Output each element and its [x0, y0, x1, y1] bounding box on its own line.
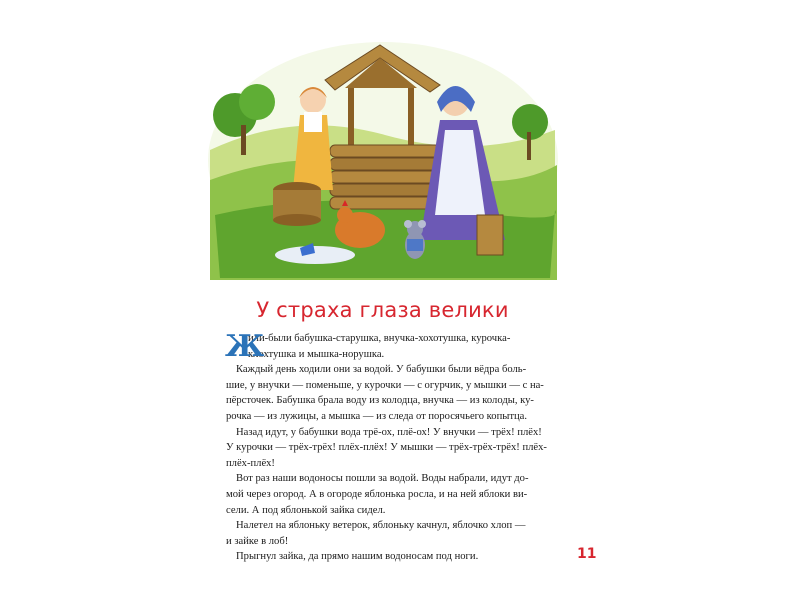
story-line: сели. А под яблонькой зайка сидел.: [226, 504, 386, 516]
story-line: Прыгнул зайка, да прямо нашим водоносам под ноги.: [236, 551, 479, 563]
story-line: шие, у внучки — поменьше, у курочки — с огурчик, у мышки — с на-: [226, 379, 544, 391]
story-line: Вот раз наши водоносы пошли за водой. Воды набрали, идут до-: [236, 473, 529, 485]
story-line: Каждый день ходили они за водой. У бабушки были вёдра боль-: [236, 364, 527, 376]
story-line: или-были бабушка-старушка, внучка-хохотушка, курочка-: [248, 333, 511, 344]
drop-cap: Ж: [225, 329, 265, 364]
story-line: мой через огород. А в огороде яблонька росла, и на ней яблоки ви-: [226, 488, 528, 500]
story-line: плёх-плёх!: [226, 457, 275, 469]
story-title: У страха глаза велики: [256, 298, 509, 322]
story-line: У курочки — трёх-трёх! плёх-плёх! У мышки — трёх-трёх-трёх! плёх-: [226, 442, 547, 454]
story-line: Назад идут, у бабушки вода трё-ох, плё-ох! У внучки — трёх! плёх!: [236, 426, 542, 438]
page-number: 11: [577, 546, 597, 562]
story-line: и зайке в лоб!: [226, 535, 289, 547]
story-line: Налетел на яблоньку ветерок, яблоньку качнул, яблочко хлоп —: [236, 520, 526, 532]
story-line: пёрсточек. Бабушка брала воду из колодца, внучка — из колоды, ку-: [226, 395, 534, 407]
story-text: [226, 331, 558, 565]
story-line: рочка — из лужицы, а мышка — из следа от поросячьего копытца.: [226, 410, 528, 422]
story-illustration: [205, 40, 560, 280]
story-line: клохтушка и мышка-норушка.: [248, 348, 385, 360]
